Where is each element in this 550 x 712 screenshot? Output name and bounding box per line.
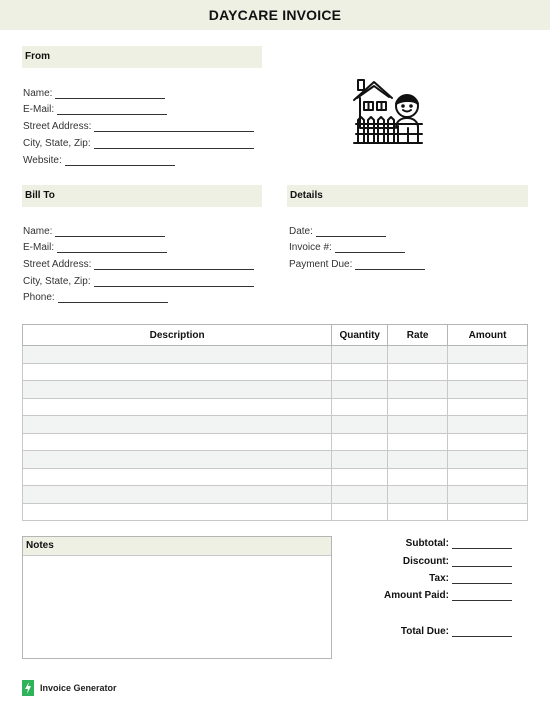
bill-city-field[interactable]: City, State, Zip: <box>23 276 254 287</box>
column-amount: Amount <box>448 325 528 346</box>
column-description: Description <box>23 325 332 346</box>
from-name-field[interactable]: Name: <box>23 88 165 99</box>
notes-box[interactable] <box>22 536 332 659</box>
notes-heading: Notes <box>23 537 331 556</box>
bill-name-field[interactable]: Name: <box>23 226 165 237</box>
bill-phone-field[interactable]: Phone: <box>23 292 168 303</box>
table-row[interactable] <box>23 363 528 381</box>
total-due-field[interactable]: Total Due: <box>340 626 512 637</box>
amount-paid-field[interactable]: Amount Paid: <box>340 590 512 601</box>
house-child-icon <box>352 76 424 148</box>
brand-name[interactable]: Invoice Generator <box>40 683 117 693</box>
column-quantity: Quantity <box>332 325 388 346</box>
footer <box>22 680 117 696</box>
table-row[interactable] <box>23 433 528 451</box>
table-header-row <box>23 325 528 346</box>
table-row[interactable] <box>23 346 528 364</box>
column-rate: Rate <box>388 325 448 346</box>
table-row[interactable] <box>23 503 528 521</box>
from-city-field[interactable]: City, State, Zip: <box>23 138 254 149</box>
tax-field[interactable]: Tax: <box>340 573 512 584</box>
table-row[interactable] <box>23 398 528 416</box>
details-heading: Details <box>287 185 528 207</box>
title-bar <box>0 0 550 30</box>
from-heading: From <box>22 46 262 68</box>
table-row[interactable] <box>23 451 528 469</box>
from-website-field[interactable]: Website: <box>23 155 175 166</box>
bill-to-heading: Bill To <box>22 185 262 207</box>
invoice-title: DAYCARE INVOICE <box>208 7 342 23</box>
from-street-field[interactable]: Street Address: <box>23 121 254 132</box>
line-items-table <box>22 324 528 521</box>
table-row[interactable] <box>23 416 528 434</box>
table-row[interactable] <box>23 486 528 504</box>
details-invoice-number-field[interactable]: Invoice #: <box>289 242 405 253</box>
subtotal-field[interactable]: Subtotal: <box>340 538 512 549</box>
bill-street-field[interactable]: Street Address: <box>23 259 254 270</box>
from-email-field[interactable]: E-Mail: <box>23 104 167 115</box>
table-row[interactable] <box>23 468 528 486</box>
table-row[interactable] <box>23 381 528 399</box>
lightning-bolt-icon <box>22 680 34 696</box>
bill-email-field[interactable]: E-Mail: <box>23 242 167 253</box>
discount-field[interactable]: Discount: <box>340 556 512 567</box>
details-date-field[interactable]: Date: <box>289 226 386 237</box>
details-payment-due-field[interactable]: Payment Due: <box>289 259 425 270</box>
